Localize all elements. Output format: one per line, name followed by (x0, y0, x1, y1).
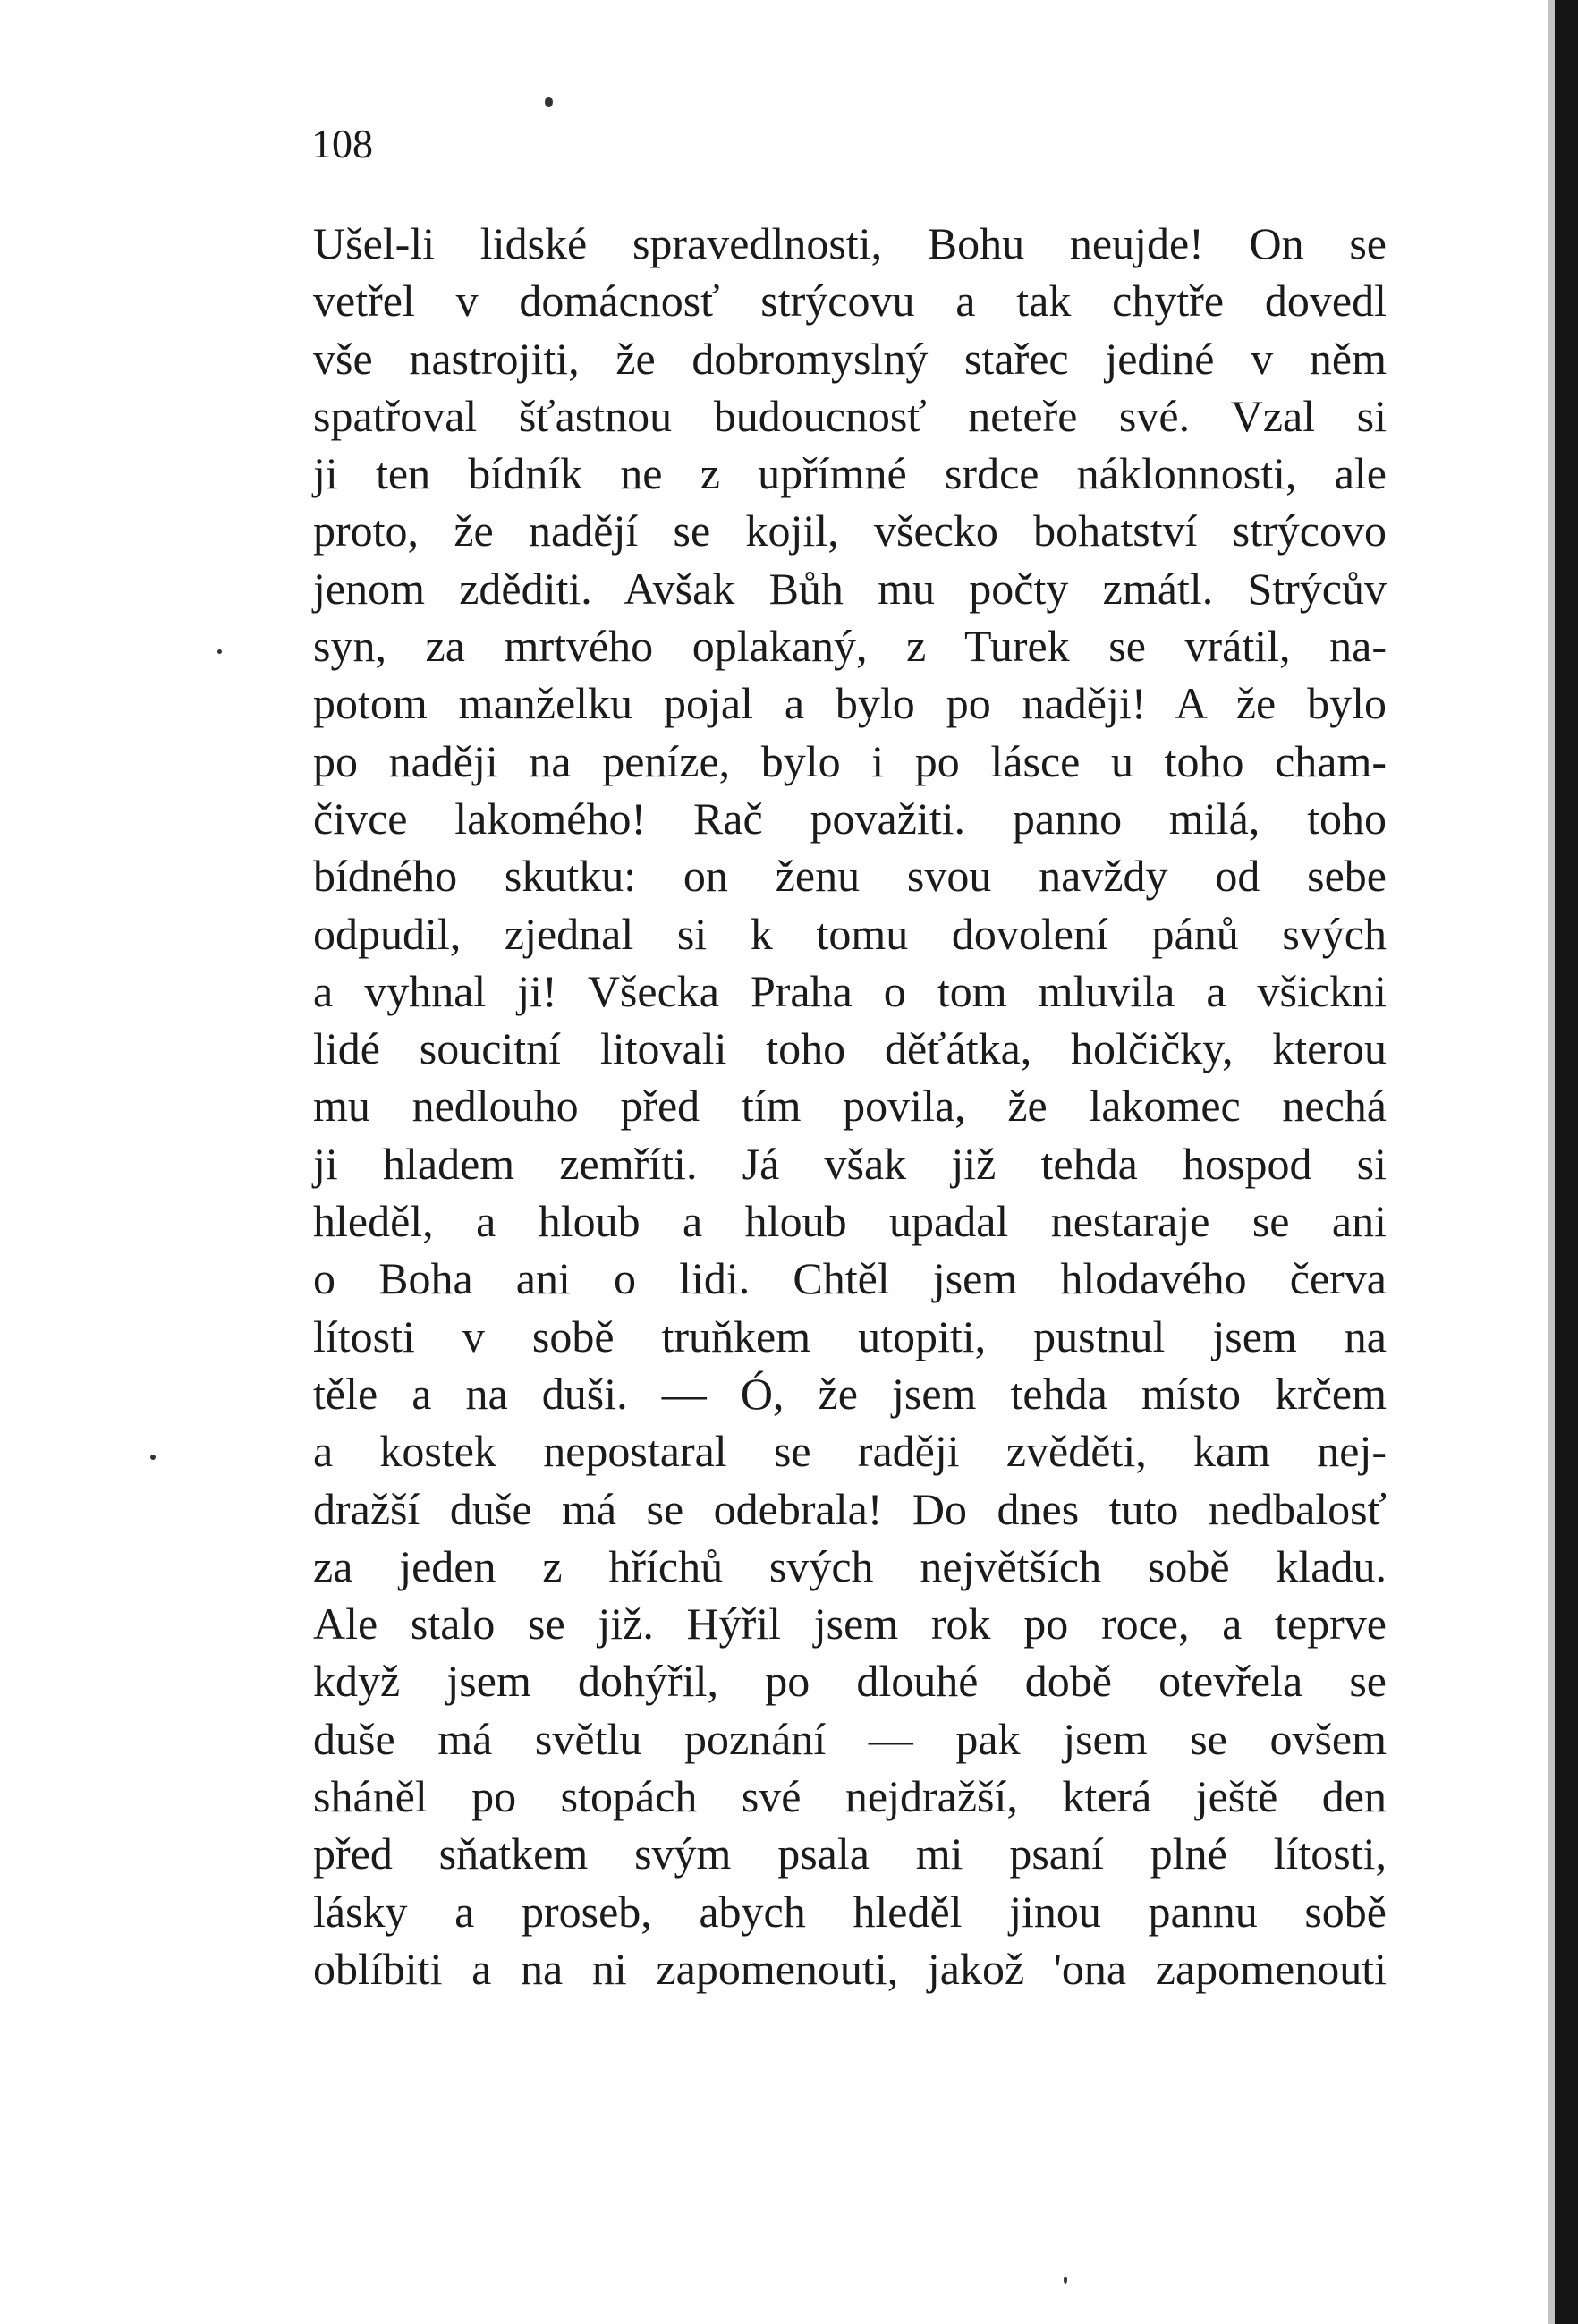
text-line: lidé soucitní litovali toho děťátka, holčičky, kterou (313, 1023, 1387, 1074)
text-line: o Boha ani o lidi. Chtěl jsem hlodavého červa (313, 1253, 1387, 1304)
ink-speck (545, 97, 553, 107)
text-line: vetřel v domácnosť strýcovu a tak chytře dovedl (313, 276, 1387, 327)
text-line: když jsem dohýřil, po dlouhé době otevřela se (313, 1656, 1387, 1707)
text-line: po naději na peníze, bylo i po lásce u toho cham- (313, 735, 1387, 786)
text-line: duše má světlu poznání — pak jsem se ovšem (313, 1713, 1387, 1764)
text-line: mu nedlouho před tím povila, že lakomec nechá (313, 1081, 1387, 1132)
text-line: syn, za mrtvého oplakaný, z Turek se vrátil, na- (313, 621, 1387, 672)
text-line: těle a na duši. — Ó, že jsem tehda místo krčem (313, 1368, 1387, 1419)
text-line: bídného skutku: on ženu svou navždy od sebe (313, 851, 1387, 902)
page-edge-border (1555, 0, 1578, 2324)
text-line: ji ten bídník ne z upřímné srdce náklonnosti, ale (313, 448, 1387, 499)
text-line: hleděl, a hloub a hloub upadal nestaraje se ani (313, 1196, 1387, 1247)
text-line: potom manželku pojal a bylo po naději! A že bylo (313, 678, 1387, 729)
ink-speck (150, 1455, 156, 1460)
text-line: dražší duše má se odebrala! Do dnes tuto nedbalosť (313, 1483, 1387, 1534)
text-line: odpudil, zjednal si k tomu dovolení pánů svých (313, 908, 1387, 959)
text-line: vše nastrojiti, že dobromyslný stařec jediné v něm (313, 333, 1387, 384)
text-line: Ale stalo se již. Hýřil jsem rok po roce, a teprve (313, 1599, 1387, 1650)
text-line: proto, že nadějí se kojil, všecko bohatství strýcovo (313, 505, 1387, 556)
text-line: před sňatkem svým psala mi psaní plné lítosti, (313, 1828, 1387, 1879)
body-text (313, 215, 1387, 1997)
text-line: lítosti v sobě truňkem utopiti, pustnul jsem na (313, 1310, 1387, 1361)
text-line: Ušel-li lidské spravedlnosti, Bohu neujde! On se (313, 218, 1387, 268)
text-line: jenom zděditi. Avšak Bůh mu počty zmátl. Strýcův (313, 563, 1387, 614)
page-number: 108 (311, 121, 373, 166)
text-line: oblíbiti a na ni zapomenouti, jakož 'ona zapomenouti (313, 1943, 1387, 1994)
ink-speck (217, 649, 222, 654)
page-edge-shadow (1548, 0, 1555, 2324)
text-line: sháněl po stopách své nejdražší, která ještě den (313, 1771, 1387, 1822)
text-line: čivce lakomého! Rač považiti. panno milá, toho (313, 793, 1387, 844)
text-line: a vyhnal ji! Všecka Praha o tom mluvila a všickni (313, 965, 1387, 1016)
ink-speck (1064, 2277, 1067, 2284)
text-line: za jeden z hříchů svých největších sobě kladu. (313, 1540, 1387, 1591)
text-line: ji hladem zemříti. Já však již tehda hospod si (313, 1138, 1387, 1189)
text-line: spatřoval šťastnou budoucnosť neteře své. Vzal si (313, 390, 1387, 441)
text-line: lásky a proseb, abych hleděl jinou pannu sobě (313, 1886, 1387, 1937)
text-line: a kostek nepostaral se raději zvěděti, kam nej- (313, 1426, 1387, 1477)
